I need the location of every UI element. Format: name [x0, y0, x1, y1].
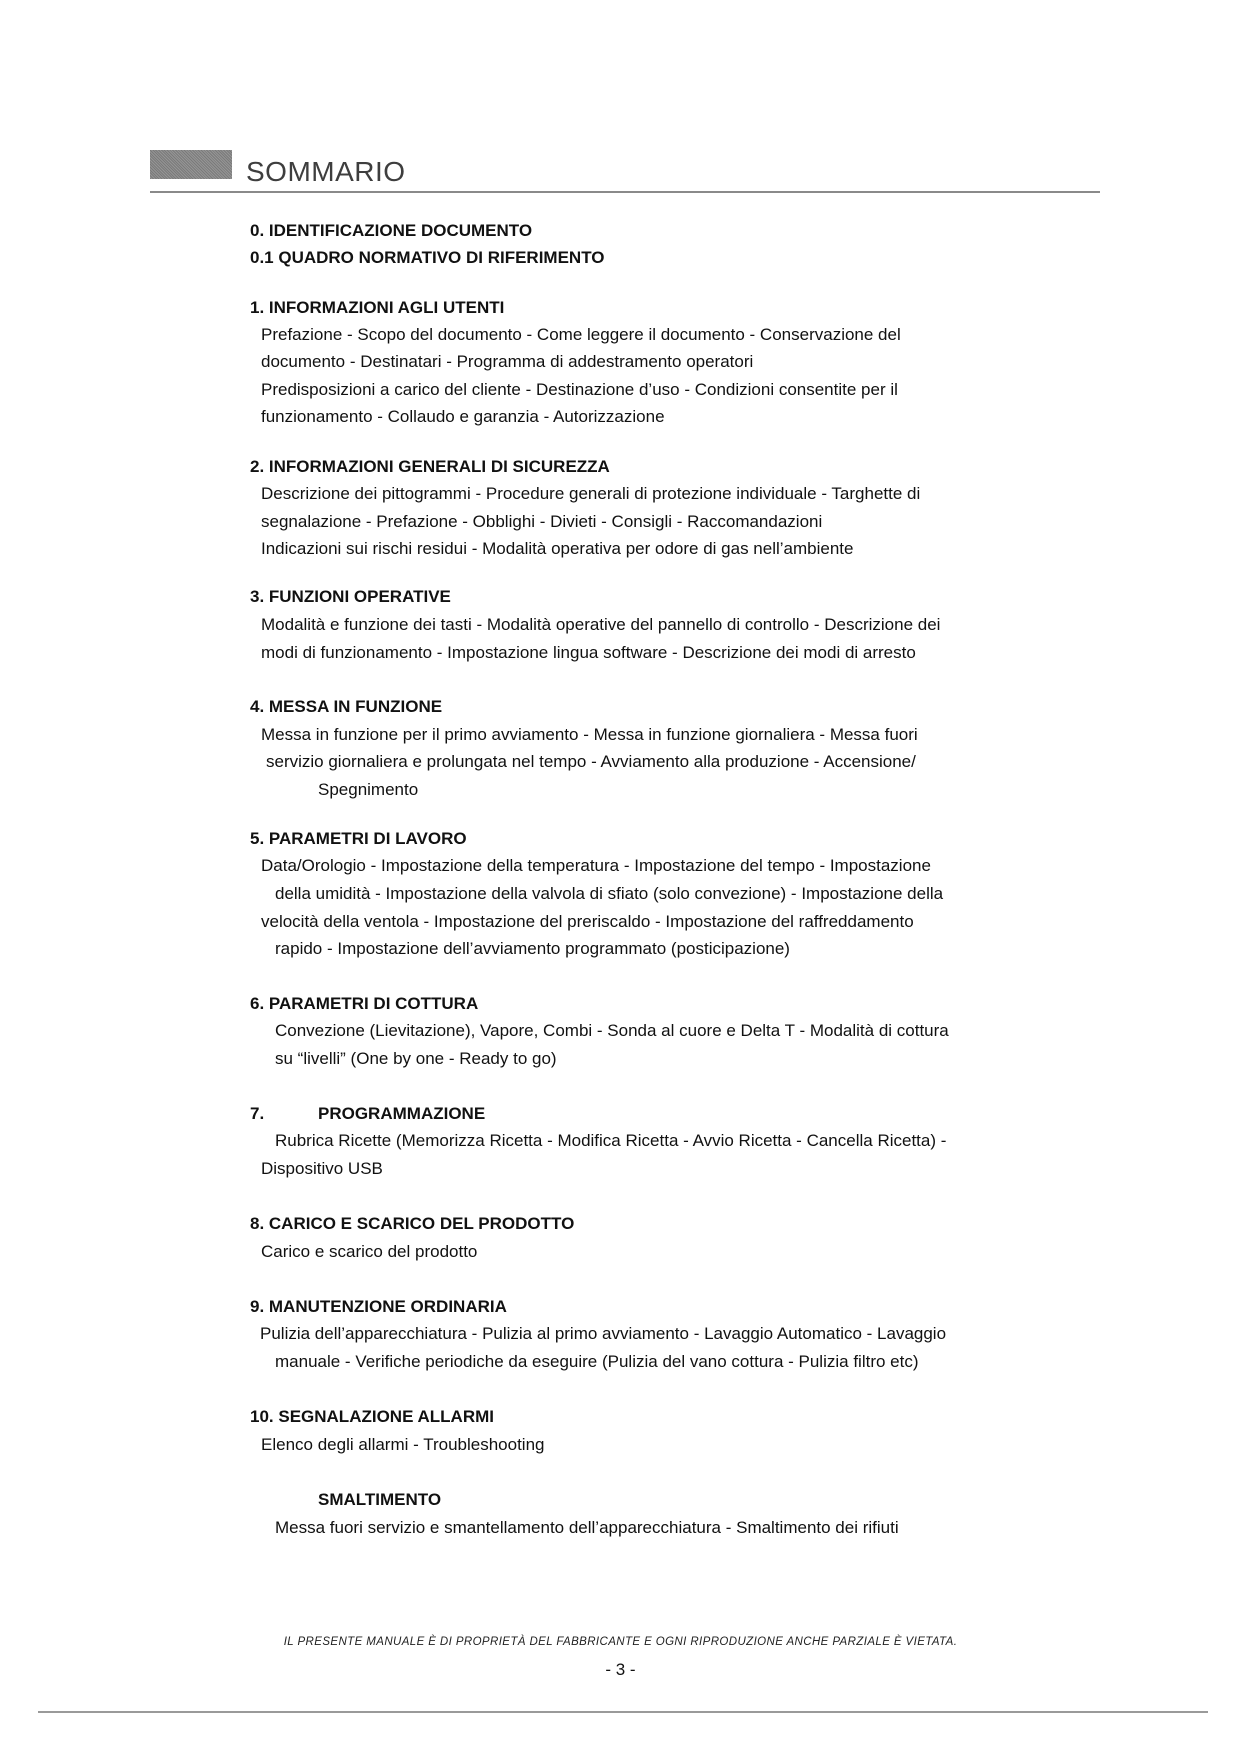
section-4-line: Spegnimento [318, 780, 419, 799]
section-5-heading: 5. PARAMETRI DI LAVORO [250, 829, 467, 848]
section-0-heading: 0. IDENTIFICAZIONE DOCUMENTO [250, 221, 533, 240]
section-9-line: manuale - Verifiche periodiche da eseguire (Pulizia del vano cottura - Pulizia filtro etc) [275, 1352, 919, 1371]
page-number: - 3 - [605, 1660, 636, 1679]
section-1-line: Predisposizioni a carico del cliente - Destinazione d’uso - Condizioni consentite per il [261, 380, 898, 399]
section-11-heading: SMALTIMENTO [318, 1490, 442, 1509]
section-7-line: Dispositivo USB [261, 1159, 383, 1178]
section-5-line: della umidità - Impostazione della valvola di sfiato (solo convezione) - Impostazione della [275, 884, 944, 903]
section-2-line: Indicazioni sui rischi residui - Modalità operativa per odore di gas nell’ambiente [261, 539, 854, 558]
section-9-line: Pulizia dell’apparecchiatura - Pulizia al primo avviamento - Lavaggio Automatico - Lavaggio [260, 1324, 947, 1343]
section-2-heading: 2. INFORMAZIONI GENERALI DI SICUREZZA [250, 457, 610, 476]
section-7-heading: PROGRAMMAZIONE [318, 1104, 486, 1123]
section-6-line: Convezione (Lievitazione), Vapore, Combi - Sonda al cuore e Delta T - Modalità di cottura [275, 1021, 949, 1040]
section-10-line: Elenco degli allarmi - Troubleshooting [261, 1435, 545, 1454]
header-rule [150, 191, 1100, 193]
section-1-line: funzionamento - Collaudo e garanzia - Autorizzazione [261, 407, 665, 426]
page-title: SOMMARIO [246, 156, 406, 187]
section-5-line: rapido - Impostazione dell’avviamento programmato (posticipazione) [275, 939, 790, 958]
section-2-line: segnalazione - Prefazione - Obblighi - Divieti - Consigli - Raccomandazioni [261, 512, 823, 531]
section-7-line: Rubrica Ricette (Memorizza Ricetta - Modifica Ricetta - Avvio Ricetta - Cancella Ricetta) - [275, 1131, 947, 1150]
section-10-heading: 10. SEGNALAZIONE ALLARMI [250, 1407, 494, 1426]
section-11-line: Messa fuori servizio e smantellamento dell’apparecchiatura - Smaltimento dei rifiuti [275, 1518, 899, 1537]
section-5-line: velocità della ventola - Impostazione del preriscaldo - Impostazione del raffreddamento [261, 912, 914, 931]
section-0-1-heading: 0.1 QUADRO NORMATIVO DI RIFERIMENTO [250, 248, 605, 267]
section-1-heading: 1. INFORMAZIONI AGLI UTENTI [250, 298, 505, 317]
section-9-heading: 9. MANUTENZIONE ORDINARIA [250, 1297, 507, 1316]
section-1-line: documento - Destinatari - Programma di addestramento operatori [261, 352, 754, 371]
section-4-line: servizio giornaliera e prolungata nel tempo - Avviamento alla produzione - Accensione/ [266, 752, 916, 771]
copyright-note: IL PRESENTE MANUALE È DI PROPRIETÀ DEL FABBRICANTE E OGNI RIPRODUZIONE ANCHE PARZIALE È VIETATA. [283, 1636, 958, 1648]
section-5-line: Data/Orologio - Impostazione della temperatura - Impostazione del tempo - Impostazione [261, 856, 931, 875]
section-2-line: Descrizione dei pittogrammi - Procedure generali di protezione individuale - Targhette di [261, 484, 921, 503]
section-4-line: Messa in funzione per il primo avviamento - Messa in funzione giornaliera - Messa fuori [261, 725, 918, 744]
section-4-heading: 4. MESSA IN FUNZIONE [250, 697, 443, 716]
section-3-heading: 3. FUNZIONI OPERATIVE [250, 587, 451, 606]
section-3-line: Modalità e funzione dei tasti - Modalità operative del pannello di controllo - Descrizione dei [261, 615, 941, 634]
section-7-number: 7. [250, 1104, 265, 1123]
section-8-heading: 8. CARICO E SCARICO DEL PRODOTTO [250, 1214, 575, 1233]
section-8-line: Carico e scarico del prodotto [261, 1242, 478, 1261]
section-6-heading: 6. PARAMETRI DI COTTURA [250, 994, 479, 1013]
section-3-line: modi di funzionamento - Impostazione lingua software - Descrizione dei modi di arresto [261, 643, 916, 662]
header-block [150, 150, 232, 179]
section-1-line: Prefazione - Scopo del documento - Come leggere il documento - Conservazione del [261, 325, 901, 344]
footer-rule [38, 1711, 1208, 1713]
section-6-line: su “livelli” (One by one - Ready to go) [275, 1049, 557, 1068]
